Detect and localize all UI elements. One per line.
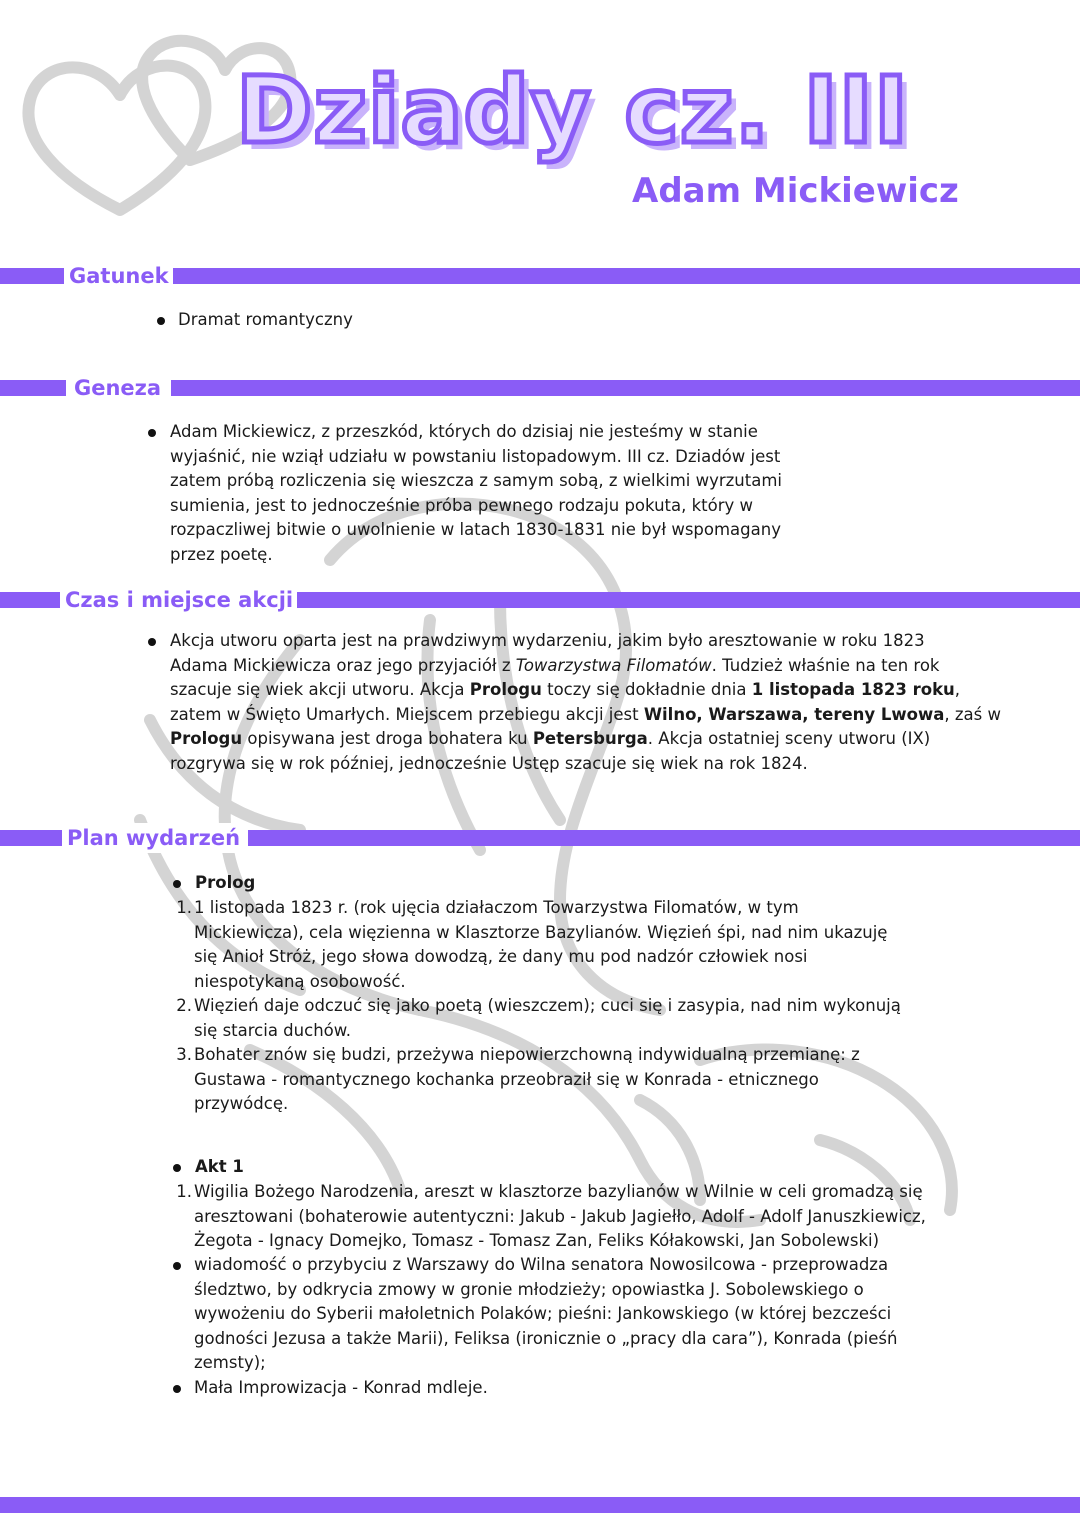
bullet-icon <box>157 317 165 325</box>
page-title: Dziady cz. III <box>236 57 910 164</box>
bullet-icon <box>173 1385 181 1393</box>
text-line: rozgrywa się w rok później, jednocześnie Ustęp szacuje się wiek na rok 1824. <box>170 753 808 773</box>
text-line: Adam Mickiewicz, z przeszkód, których do dzisiaj nie jesteśmy w stanie <box>170 422 758 441</box>
text-line: sumienia, jest to jednocześnie próba pewnego rodzaju pokuta, który w <box>170 495 754 515</box>
prolog-title: Prolog <box>195 873 256 892</box>
list-item: wiadomość o przybyciu z Warszawy do Wilna senatora Nowosilcowa - przeprowadza śledztwo, by odkrycia zmowy w gronie młodzieży; opowiastka J. Sobolewskiego o wywożeniu do Syberii małoletnich Polaków; pieśni: Jankowskiego (w której bezcześci godności Jezusa a także Marii), Feliksa (ironicznie o „pracy dla cara”), Konrada (pieśń zemsty); <box>194 1255 898 1372</box>
list-item: 1 listopada 1823 r. (rok ujęcia działaczom Towarzystwa Filomatów, w tym Mickiewicza), cela więzienna w Klasztorze Bazylianów. Więzień śpi, nad nim ukazuję się Anioł Stróż, jego słowa dowodzą, że dany mu pod nadzór człowiek nosi niespotykaną osobowość. <box>194 898 888 991</box>
text-line: Adama Mickiewicza oraz jego przyjaciół z Towarzystwa Filomatów. Tudzież właśnie na ten rok <box>170 655 940 675</box>
list-item: Bohater znów się budzi, przeżywa niepowierzchowną indywidualną przemianę: z Gustawa - romantycznego kochanka przeobraził się w Konrada - etnicznego przywódcę. <box>194 1045 860 1113</box>
list-item: Wigilia Bożego Narodzenia, areszt w klasztorze bazylianów w Wilnie w celi gromadzą się aresztowani (bohaterowie autentyczni: Jakub - Jakub Jagiełło, Adolf - Adolf Januszkiewicz, Żegota - Ignacy Domejko, Tomasz - Tomasz Zan, Feliks Kółakowski, Jan Sobolewski) <box>194 1182 926 1250</box>
text-line: zatem w Święto Umarłych. Miejscem przebiegu akcji jest Wilno, Warszawa, tereny Lwowa, zaś w <box>170 704 1001 724</box>
text-line: Prologu opisywana jest droga bohatera ku Petersburga. Akcja ostatniej sceny utworu (IX) <box>170 729 931 748</box>
bullet-icon <box>173 1164 181 1172</box>
text-line: rozpaczliwej bitwie o uwolnienie w latach 1830-1831 nie był wspomagany <box>170 520 781 539</box>
akt1-title: Akt 1 <box>195 1157 244 1176</box>
text-line: wyjaśnić, nie wziął udziału w powstaniu listopadowym. III cz. Dziadów jest <box>170 446 781 466</box>
section-heading-plan: Plan wydarzeń <box>62 823 248 853</box>
bullet-icon <box>148 638 156 646</box>
list-item: Więzień daje odczuć się jako poetą (wieszczem); cuci się i zasypia, nad nim wykonują się starcia duchów. <box>194 996 901 1040</box>
section-heading-geneza: Geneza <box>66 373 171 403</box>
akt1-list: 1. Wigilia Bożego Narodzenia, areszt w klasztorze bazylianów w Wilnie w celi gromadzą się aresztowani (bohaterowie autentyczni: Jakub - Jakub Jagiełło, Adolf - Adolf Januszkiewicz, Żegota - Ignacy Domejko, Tomasz - Tomasz Zan, Feliks Kółakowski, Jan Sobolewski) wiadomość o przybyciu z Warszawy do Wilna senatora Nowosilcowa - przeprowadza śledztwo, by odkrycia zmowy w gronie młodzieży; opowiastka J. Sobolewskiego o wywożeniu do Syberii małoletnich Polaków; pieśni: Jankowskiego (w której bezcześci godności Jezusa a także Marii), Feliksa (ironicznie o „pracy dla cara”), Konrada (pieśń zemsty); Mała Improwizacja - Konrad mdleje. <box>0 1180 1080 1410</box>
text-line: przez poetę. <box>170 544 273 564</box>
text-line: Akcja utworu oparta jest na prawdziwym wydarzeniu, jakim było aresztowanie w roku 1823 <box>170 631 925 650</box>
bullet-icon <box>173 1262 181 1270</box>
prolog-list: 1. 1 listopada 1823 r. (rok ujęcia działaczom Towarzystwa Filomatów, w tym Mickiewicza), cela więzienna w Klasztorze Bazylianów. Więzień śpi, nad nim ukazuję się Anioł Stróż, jego słowa dowodzą, że dany mu pod nadzór człowiek nosi niespotykaną osobowość. 2. Więzień daje odczuć się jako poetą (wieszczem); cuci się i zasypia, nad nim wykonują się starcia duchów. 3. Bohater znów się budzi, przeżywa niepowierzchowną indywidualną przemianę: z Gustawa - romantycznego kochanka przeobraził się w Konrada - etnicznego przywódcę. <box>0 896 1080 1126</box>
geneza-paragraph <box>170 420 830 567</box>
text-line: szacuje się wiek akcji utworu. Akcja Prologu toczy się dokładnie dnia 1 listopada 1823 roku, <box>170 680 961 699</box>
czas-paragraph <box>170 629 1030 776</box>
author-name: Adam Mickiewicz <box>632 171 959 211</box>
gatunek-item: Dramat romantyczny <box>178 310 353 329</box>
text-line: zatem próbą rozliczenia się wieszcza z samym sobą, z wielkimi wyrzutami <box>170 471 783 490</box>
footer-divider <box>0 1497 1080 1513</box>
section-heading-gatunek: Gatunek <box>64 261 173 291</box>
heart-outline-icon <box>28 66 205 210</box>
section-heading-czas: Czas i miejsce akcji <box>60 585 297 615</box>
bullet-icon <box>148 429 156 437</box>
list-item: Mała Improwizacja - Konrad mdleje. <box>194 1378 488 1397</box>
bullet-icon <box>173 880 181 888</box>
